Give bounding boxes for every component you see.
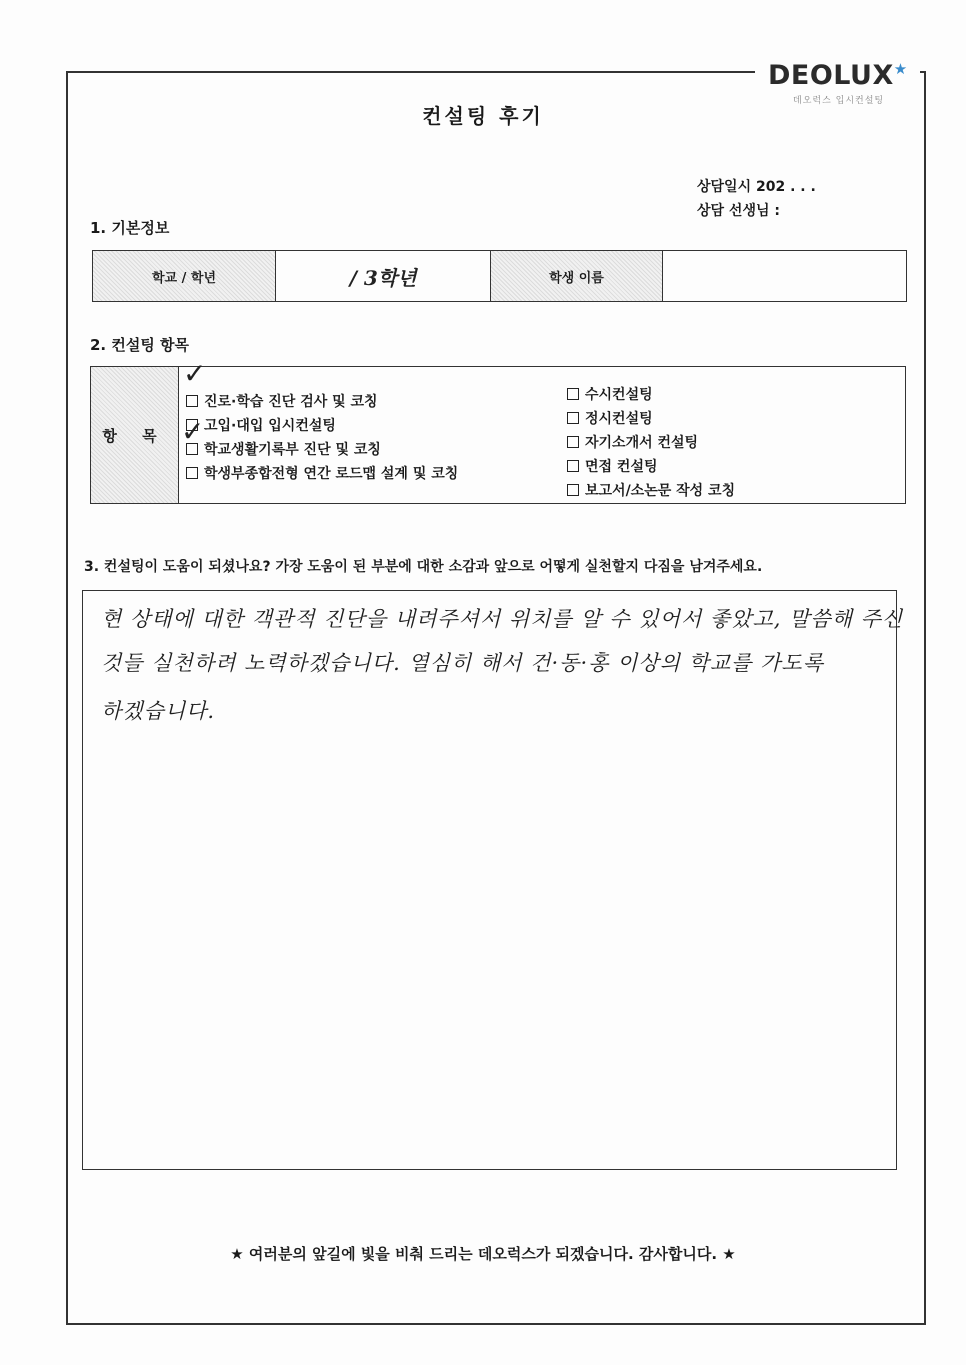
answer-line: 하겠습니다.: [101, 699, 216, 723]
section1-heading: 1. 기본정보: [90, 219, 170, 237]
star-icon: ★: [893, 60, 908, 78]
checkbox[interactable]: [567, 484, 579, 496]
school-grade-label: 학교 / 학년: [93, 251, 276, 301]
consulting-items-table: [90, 357, 906, 504]
option-jeongsi[interactable]: 정시컨설팅: [567, 408, 653, 428]
school-grade-value[interactable]: / 3학년: [276, 251, 491, 301]
basic-info-table: [92, 250, 907, 302]
option-school-record[interactable]: 학교생활기록부 진단 및 코칭: [186, 439, 381, 459]
student-name-label: 학생 이름: [491, 251, 663, 301]
option-report[interactable]: 보고서/소논문 작성 코칭: [567, 480, 735, 500]
checkbox[interactable]: [567, 388, 579, 400]
option-susi[interactable]: 수시컨설팅: [567, 384, 653, 404]
answer-line: 것들 실천하려 노력하겠습니다. 열심히 해서 건·동·홍 이상의 학교를 가도록: [101, 651, 825, 675]
consult-teacher: 상담 선생님 :: [697, 203, 780, 219]
checkbox[interactable]: [567, 436, 579, 448]
consult-date: 상담일시 202 . . .: [697, 179, 816, 195]
option-interview[interactable]: 면접 컨설팅: [567, 456, 658, 476]
option-career-diagnosis[interactable]: 진로·학습 진단 검사 및 코칭: [186, 391, 378, 411]
logo-subtitle: 데오럭스 입시컨설팅: [793, 96, 885, 106]
answer-box[interactable]: [82, 590, 904, 1170]
checkbox[interactable]: [567, 412, 579, 424]
page-title: 컨설팅 후기: [422, 104, 544, 128]
checkmark-icon: ✓: [181, 415, 205, 448]
checkmark-icon: ✓: [183, 357, 207, 390]
checkbox[interactable]: [567, 460, 579, 472]
option-admission-consulting[interactable]: 고입·대입 입시컨설팅: [186, 415, 336, 435]
checkbox[interactable]: [186, 467, 198, 479]
answer-line: 현 상태에 대한 객관적 진단을 내려주셔서 위치를 알 수 있어서 좋았고, 말씀해 주신: [101, 607, 904, 631]
option-self-intro[interactable]: 자기소개서 컨설팅: [567, 432, 698, 452]
section2-heading: 2. 컨설팅 항목: [90, 336, 190, 354]
deolux-logo: DEOLUX★: [768, 60, 908, 91]
checkbox[interactable]: [186, 395, 198, 407]
items-label: 항 목: [91, 367, 179, 503]
section3-question: 3. 컨설팅이 도움이 되셨나요? 가장 도움이 된 부분에 대한 소감과 앞으로 어떻게 실천할지 다짐을 남겨주세요.: [84, 559, 763, 575]
student-name-value[interactable]: [663, 251, 906, 301]
option-roadmap[interactable]: 학생부종합전형 연간 로드맵 설계 및 코칭: [186, 463, 458, 483]
footer-message: ★ 여러분의 앞길에 빛을 비춰 드리는 데오럭스가 되겠습니다. 감사합니다. ★: [230, 1245, 736, 1263]
